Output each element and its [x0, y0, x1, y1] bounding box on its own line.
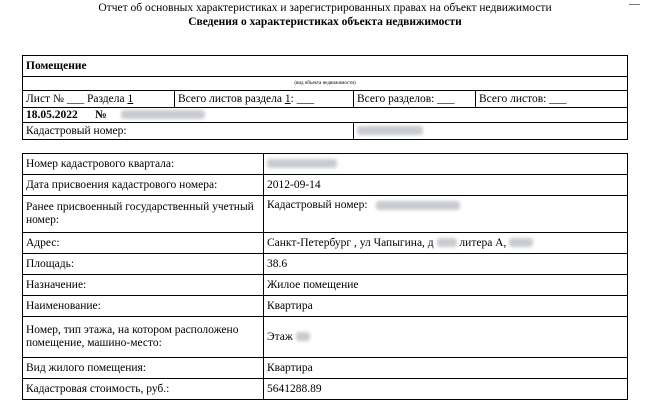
- table-row: [23, 196, 628, 233]
- redacted-house-number: [437, 238, 457, 247]
- object-type-caption: (вид объекта недвижимости): [23, 77, 628, 91]
- row-value-name: Квартира: [264, 296, 628, 317]
- row-label-previous-number: Ранее присвоенный государственный учетный номер:: [23, 196, 264, 233]
- number-label: №: [95, 108, 107, 121]
- redacted-report-number: [121, 110, 205, 119]
- row-value-address: [264, 233, 628, 254]
- table-row: [23, 317, 628, 358]
- row-label-cadastral-value: Кадастровая стоимость, руб.:: [23, 379, 264, 400]
- document-header: [0, 2, 650, 29]
- redacted-apartment: [509, 238, 533, 247]
- table-row: [23, 154, 628, 175]
- corner-mark: —: [629, 0, 640, 10]
- row-label-floor: Номер, тип этажа, на котором расположено помещение, машино-место:: [23, 317, 264, 358]
- row-label-address: Адрес:: [23, 233, 264, 254]
- total-sections-label: Всего разделов:: [357, 92, 435, 105]
- address-part1: Санкт-Петербург , ул Чапыгина, д: [267, 236, 434, 249]
- previous-number-prefix: Кадастровый номер:: [267, 199, 368, 211]
- table-row: [23, 175, 628, 196]
- table-row: [23, 358, 628, 379]
- total-sheets-section-tail: : ___: [290, 92, 314, 105]
- row-value-previous-number: [264, 196, 628, 233]
- object-type: Помещение: [26, 59, 87, 72]
- row-label-date-assigned: Дата присвоения кадастрового номера:: [23, 175, 264, 196]
- row-value-area: 38.6: [264, 254, 628, 275]
- section-title: Сведения о характеристиках объекта недвижимости: [188, 16, 462, 28]
- object-header-table: [22, 55, 628, 140]
- row-value-purpose: Жилое помещение: [264, 275, 628, 296]
- sheet-blank: ___: [66, 92, 85, 105]
- row-value-cadastral-value: 5641288.89: [264, 379, 628, 400]
- row-value-living-type: Квартира: [264, 358, 628, 379]
- section-value: 1: [127, 92, 134, 105]
- report-title: Отчет об основных характеристиках и зарегистрированных правах на объект недвижимости: [98, 2, 552, 14]
- table-row: [23, 233, 628, 254]
- table-row: [23, 275, 628, 296]
- row-value-quarter: [264, 154, 628, 175]
- redacted-previous-number: [376, 201, 460, 210]
- redacted-quarter-number: [267, 159, 337, 168]
- redacted-cadastral-number: [357, 126, 423, 135]
- total-sheets-section-value: 1: [284, 92, 291, 105]
- row-label-name: Наименование:: [23, 296, 264, 317]
- sheet-label: Лист №: [26, 92, 64, 105]
- floor-prefix: Этаж: [267, 330, 293, 343]
- sheet-number-cell: [23, 91, 175, 108]
- date-number-cell: [23, 108, 628, 123]
- cadastral-number-label-cell: [23, 123, 354, 140]
- cadastral-number-value-cell: [354, 123, 628, 140]
- section-label: Раздела: [86, 92, 125, 105]
- row-label-quarter: Номер кадастрового квартала:: [23, 154, 264, 175]
- table-row: [23, 296, 628, 317]
- total-sheets-blank: ___: [549, 92, 567, 105]
- cadastral-number-label: Кадастровый номер:: [26, 124, 127, 137]
- row-label-living-type: Вид жилого помещения:: [23, 358, 264, 379]
- object-type-cell: [23, 56, 628, 77]
- row-value-floor: [264, 317, 628, 358]
- redacted-floor-number: [296, 332, 310, 341]
- total-sheets-section-label: Всего листов раздела: [178, 92, 282, 105]
- row-label-area: Площадь:: [23, 254, 264, 275]
- total-sections-cell: [354, 91, 476, 108]
- report-date: 18.05.2022: [26, 108, 78, 121]
- row-label-purpose: Назначение:: [23, 275, 264, 296]
- table-row: [23, 254, 628, 275]
- address-part2: литера А,: [459, 236, 507, 249]
- row-value-date-assigned: 2012-09-14: [264, 175, 628, 196]
- object-details-table: [22, 153, 628, 400]
- table-row: [23, 379, 628, 400]
- total-sheets-section-cell: [175, 91, 354, 108]
- total-sheets-label: Всего листов:: [479, 92, 547, 105]
- total-sheets-cell: [476, 91, 628, 108]
- total-sections-blank: ___: [437, 92, 455, 105]
